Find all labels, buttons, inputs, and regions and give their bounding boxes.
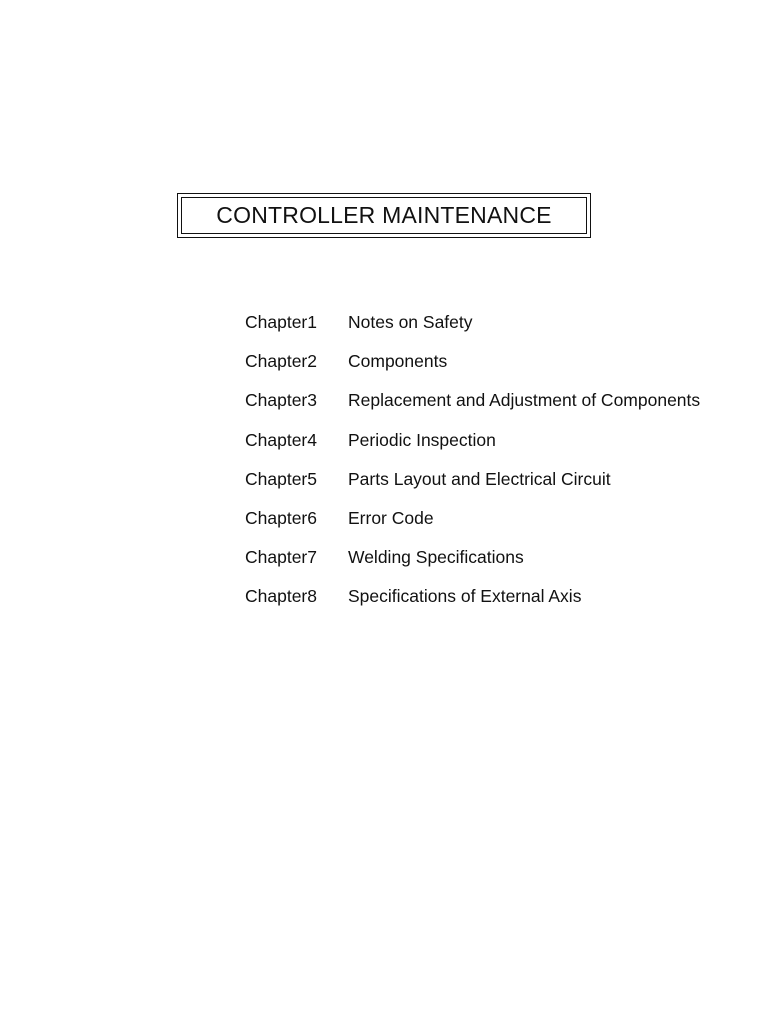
toc-item-chapter8 [245,584,700,623]
toc-chapter-title: Replacement and Adjustment of Components [348,390,701,411]
toc-chapter-number: Chapter7 [245,547,317,568]
toc-chapter-number: Chapter2 [245,351,317,372]
toc-chapter-number: Chapter3 [245,390,317,411]
toc-chapter-number: Chapter1 [245,312,317,332]
toc-chapter-title: Specifications of External Axis [348,586,582,607]
toc-chapter-title: Error Code [348,507,434,528]
document-title: CONTROLLER MAINTENANCE [216,202,552,228]
title-box [177,193,591,238]
toc-chapter-number: Chapter4 [245,429,317,450]
toc-chapter-title: Parts Layout and Electrical Circuit [348,468,611,489]
toc-chapter-number: Chapter8 [245,586,317,607]
toc-chapter-title: Welding Specifications [348,547,524,568]
toc-chapter-number: Chapter6 [245,507,317,528]
toc-chapter-title: Notes on Safety [348,312,473,332]
table-of-contents [245,310,700,624]
toc-item-chapter4 [245,428,700,467]
toc-item-chapter5 [245,467,700,506]
toc-item-chapter3 [245,388,700,427]
toc-item-chapter2 [245,349,700,388]
toc-chapter-title: Periodic Inspection [348,429,496,450]
toc-item-chapter1 [245,310,700,349]
toc-chapter-title: Components [348,351,448,372]
toc-item-chapter6 [245,506,700,545]
toc-item-chapter7 [245,545,700,584]
title-box-inner-frame [181,197,587,234]
toc-chapter-number: Chapter5 [245,468,317,489]
